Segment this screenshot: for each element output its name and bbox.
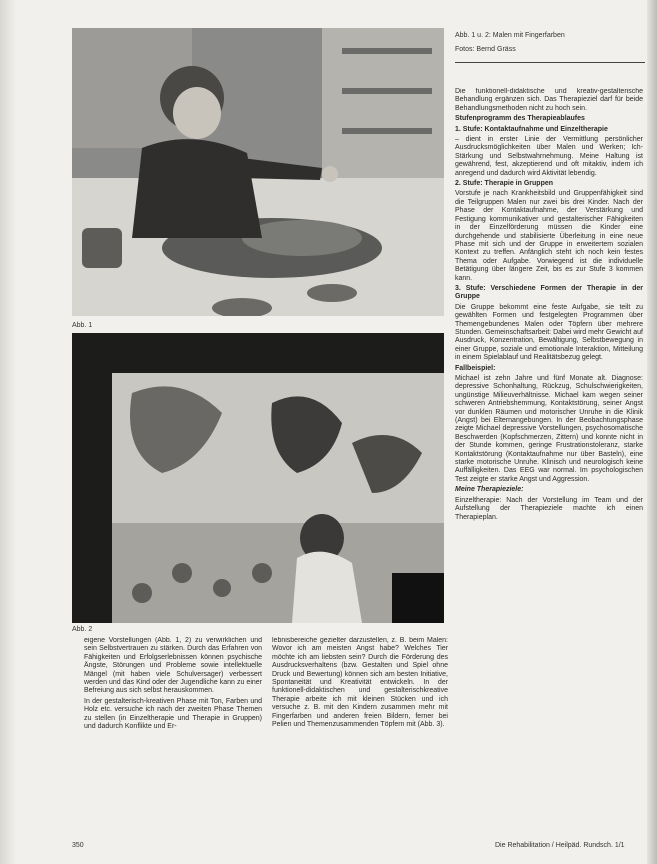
paragraph: In der gestalterisch-kreativen Phase mit Ton, Farben und Holz etc. versuche ich nach der zweiten Phase Themen zu stellen (in Einzeltherapie und Therapie in Gruppen) und dadurch Konflikte und Er- <box>84 697 262 731</box>
section-heading: Stufenprogramm des Therapieablaufes <box>455 115 585 123</box>
figure-caption-right: Abb. 1 u. 2: Malen mit Fingerfarben <box>455 32 565 39</box>
section-heading: 3. Stufe: Verschiedene Formen der Therapie in der Gruppe <box>455 284 643 301</box>
page-binding-shadow <box>0 0 16 864</box>
paragraph: eigene Vorstellungen (Abb. 1, 2) zu verwirklichen und sein Selbstvertrauen zu stärken. Durch das Erfahren von Fähigkeiten und Erfolgserlebnissen können psychische Ängste, Störungen und Probleme sowie intellektuelle Mängel (mit haben viele Schulversager) verbessert werden und das Kind oder der Jugendliche kann zu einer Befreiung aus sich selbst herauskommen. <box>84 637 262 695</box>
photo-child-finger-painting <box>72 28 444 316</box>
page-number: 350 <box>72 842 84 849</box>
section-heading: Meine Therapieziele: <box>455 486 524 494</box>
section-heading: 1. Stufe: Kontaktaufnahme und Einzeltherapie <box>455 125 608 133</box>
paragraph: – dient in erster Linie der Vermittlung persönlicher Ausdrucksmöglichkeiten über Malen und Werken; Ich-Stärkung und Selbstwahrnehmung. Meine Haltung ist gewährend, fest, akzeptierend und oft mitaktiv, indem ich anregend und dadurch wird Aktivität lebendig. <box>455 136 643 177</box>
journal-footer: Die Rehabilitation / Heilpäd. Rundsch. 1/1 <box>495 842 625 849</box>
paragraph: Michael ist zehn Jahre und fünf Monate alt. Diagnose: depressive Schonhaltung, Rückzug, Schulschwierigkeiten, ungünstige Milieuverhältnisse. Michael kam wegen seiner schweren Antriebshemmung, Kontaktstörung, seiner Angst vor dunklen Räumen und motorischer Unruhe in die Klinik (Angst) bei Elternangebungen. In der Beobachtungsphase zeigte Michael depressive Vorstellungen, psychosomatische Beschwerden (Kopfschmerzen, Zittern) und konnte nicht in der Stunde kommen, geringe Frustrationstoleranz, starke Kontaktstörung (Kontaktaufnahme nur über Basteln), eine starke motorische Unruhe. Klinisch und neurologisch keine Auffälligkeiten. Das EEG war normal. Im psychologischen Test zeigte er starke Angst und Aggression. <box>455 375 643 483</box>
text-column-left <box>84 637 262 837</box>
paragraph: Die funktionell-didaktische und kreativ-gestalterische Behandlung ergänzen sich. Das Therapieziel darf für beide Behandlungsmethoden nicht zu hoch sein. <box>455 88 643 112</box>
paragraph: Die Gruppe bekommt eine feste Aufgabe, sie teilt zu gewählten Formen und festgelegten Programmen über Themengebundenes Malen oder Töpfern über mehrere Stunden. Gemeinschaftsarbeit: Dabei wird mehr Gewicht auf Ausdruck, Konzentration, Bewältigung, Selbstbewegung in einer Gruppe, soziale und emotionale Interaktion, Mitteilung in einem Spielablauf und Realitätsbezug gelegt. <box>455 303 643 362</box>
section-heading: Fallbeispiel: <box>455 364 496 372</box>
paragraph: lebnisbereiche gezielter darzustellen, z. B. beim Malen: Wovor ich am meisten Angst habe? Welches Tier möchte ich am liebsten sein? Durch die Förderung des Ausdrucksverhaltens (bzw. Gestalten und Spiel ohne Druck und Bewertung) können sich am besten Initiative, Spontaneität und Kreativität entwickeln. In der funktionell-didaktischen und gestalterischkreative Therapie arbeite ich mit kleinen Stücken und ich versuche z. B. mit den Kindern zusammen mehr mit Fingerfarben und anderen freien Bildern, ferner bei Pelien und Themenzusammenden Töpfern mit (Abb. 3). <box>272 637 448 729</box>
text-column-right <box>455 88 643 830</box>
paragraph: Vorstufe je nach Krankheitsbild und Gruppenfähigkeit sind die Teilgruppen Malen nur zwei bis drei Kinder. Nach der Phase der Kontaktaufnahme, der Verstärkung und Festigung kommunikativer und gestalterischer Fähigkeiten in der Einzelförderung müssen die Kinder eine durchgehende und stabilisierte Überleitung in eine neue Phase mit sich und der Gruppe in erweitertem sozialen Kontext zu treffen. Anfänglich steht ich noch kein festes Thema oder Aufgabe. Vorwiegend ist die individuelle Betätigung über längere Zeit, bis es zur Stufe 3 kommen kann. <box>455 190 643 282</box>
photo-credit: Fotos: Bernd Gräss <box>455 46 516 53</box>
figure-caption-1: Abb. 1 <box>72 322 93 329</box>
page-edge-shadow <box>647 0 657 864</box>
photo-child-wall-painting <box>72 333 444 623</box>
caption-divider <box>455 62 645 63</box>
figure-caption-2: Abb. 2 <box>72 626 93 633</box>
text-column-middle <box>272 637 448 837</box>
section-heading: 2. Stufe: Therapie in Gruppen <box>455 180 554 188</box>
paragraph: Einzeltherapie: Nach der Vorstellung im Team und der Aufstellung der Therapieziele machte ich einen Therapieplan. <box>455 496 643 521</box>
